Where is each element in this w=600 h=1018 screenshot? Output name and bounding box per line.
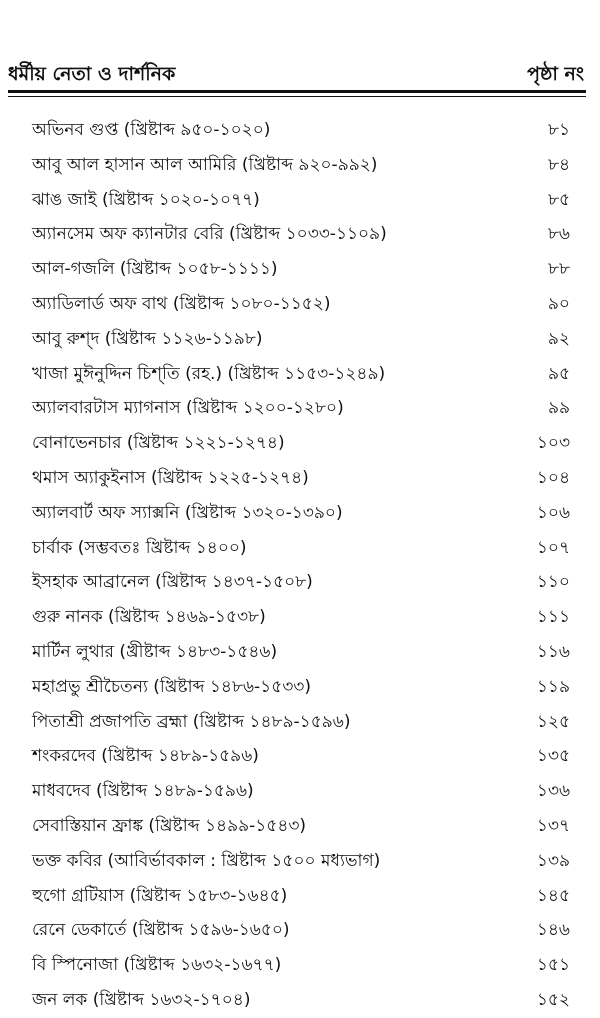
entry-title: খাজা মুঈনুদ্দিন চিশ্‌তি (রহ.) (খ্রিষ্টাব্দ ১১৫৩-১২৪৯) [32, 363, 386, 384]
toc-entry [0, 148, 600, 183]
toc-entry [0, 113, 600, 148]
entry-title: মহাপ্রভু শ্রীচৈতন্য (খ্রিষ্টাব্দ ১৪৮৬-১৫৩৩) [32, 676, 311, 697]
toc-entry [0, 287, 600, 322]
toc-entry [0, 705, 600, 740]
entry-title: আল-গজলি (খ্রিষ্টাব্দ ১০৫৮-১১১১) [32, 259, 278, 280]
toc-entry [0, 635, 600, 670]
entry-title: রেনে ডেকার্তে (খ্রিষ্টাব্দ ১৫৯৬-১৬৫০) [32, 920, 290, 941]
entry-title: আবু আল হাসান আল আমিরি (খ্রিষ্টাব্দ ৯২০-৯৯২) [32, 154, 378, 175]
entry-title: জন লক (খ্রিষ্টাব্দ ১৬৩২-১৭০৪) [32, 989, 251, 1010]
toc-entry [0, 739, 600, 774]
section-header [8, 60, 584, 90]
entry-page-number: ১১১ [536, 607, 570, 628]
entry-page-number: ৯০ [547, 293, 570, 314]
entry-page-number: ৯২ [547, 328, 570, 349]
toc-entry [0, 496, 600, 531]
entry-title: গুরু নানক (খ্রিষ্টাব্দ ১৪৬৯-১৫৩৮) [32, 607, 266, 628]
section-title: ধর্মীয় নেতা ও দার্শনিক [8, 63, 176, 85]
toc-entry [0, 774, 600, 809]
toc-entry [0, 809, 600, 844]
header-rule-thin [8, 96, 586, 97]
entry-title: চার্বাক (সম্ভবতঃ খ্রিষ্টাব্দ ১৪০০) [32, 537, 247, 558]
entry-title: ইসহাক আব্রানেল (খ্রিষ্টাব্দ ১৪৩৭-১৫০৮) [32, 572, 313, 593]
entry-page-number: ১৫২ [536, 989, 570, 1010]
entry-page-number: ১১০ [536, 572, 570, 593]
entry-title: ভক্ত কবির (আবির্ভাবকাল : খ্রিষ্টাব্দ ১৫০০ মধ্যভাগ) [32, 850, 381, 871]
entry-title: অ্যাডিলার্ড অফ বাথ (খ্রিষ্টাব্দ ১০৮০-১১৫২) [32, 293, 331, 314]
toc-entry [0, 983, 600, 1018]
entry-page-number: ১১৯ [536, 676, 570, 697]
entry-page-number: ৮১ [547, 120, 570, 140]
entry-page-number: ১০৩ [536, 433, 570, 454]
entry-page-number: ১০৪ [536, 467, 570, 488]
toc-entry [0, 183, 600, 218]
entry-title: সেবাস্তিয়ান ফ্রাঙ্ক (খ্রিষ্টাব্দ ১৪৯৯-১৫৪৩) [32, 815, 307, 836]
entry-title: পিতাশ্রী প্রজাপতি ব্রহ্মা (খ্রিষ্টাব্দ ১৪৮৯-১৫৯৬) [32, 711, 351, 732]
toc-entry [0, 252, 600, 287]
entry-title: মাধবদেব (খ্রিষ্টাব্দ ১৪৮৯-১৫৯৬) [32, 781, 254, 802]
entry-title: অ্যালবারটাস ম্যাগনাস (খ্রিষ্টাব্দ ১২০০-১২৮০) [32, 398, 344, 419]
entry-page-number: ৮৮ [547, 259, 570, 280]
entry-title: শংকরদেব (খ্রিষ্টাব্দ ১৪৮৯-১৫৯৬) [32, 746, 259, 767]
toc-entry [0, 565, 600, 600]
entry-page-number: ১৩৬ [536, 781, 570, 802]
entry-page-number: ১১৬ [536, 641, 570, 662]
contents-list [0, 113, 600, 1018]
toc-entry [0, 948, 600, 983]
page-number-heading: পৃষ্ঠা নং [527, 63, 584, 85]
entry-title: আবু রুশ্‌দ (খ্রিষ্টাব্দ ১১২৬-১১৯৮) [32, 328, 263, 349]
entry-page-number: ৮৪ [547, 154, 570, 175]
entry-title: অ্যালবার্ট অফ স্যাক্সনি (খ্রিষ্টাব্দ ১৩২০-১৩৯০) [32, 502, 343, 523]
entry-page-number: ১২৫ [536, 711, 570, 732]
toc-entry [0, 844, 600, 879]
entry-page-number: ৯৯ [547, 398, 570, 419]
entry-title: থমাস অ্যাকুইনাস (খ্রিষ্টাব্দ ১২২৫-১২৭৪) [32, 467, 309, 488]
toc-entry [0, 322, 600, 357]
toc-entry [0, 879, 600, 914]
toc-entry [0, 670, 600, 705]
entry-page-number: ১৪৬ [536, 920, 570, 941]
entry-page-number: ১০৭ [536, 537, 570, 558]
toc-entry [0, 426, 600, 461]
entry-page-number: ১০৬ [536, 502, 570, 523]
toc-entry [0, 217, 600, 252]
toc-entry [0, 531, 600, 566]
toc-entry [0, 357, 600, 392]
entry-title: অভিনব গুপ্ত (খ্রিষ্টাব্দ ৯৫০-১০২০) [32, 120, 271, 140]
entry-page-number: ৯৫ [547, 363, 570, 384]
entry-page-number: ১৪৫ [536, 885, 570, 906]
entry-title: বি স্পিনোজা (খ্রিষ্টাব্দ ১৬৩২-১৬৭৭) [32, 955, 282, 976]
entry-page-number: ১৫১ [536, 955, 570, 976]
entry-title: মার্টিন লুথার (খ্রীষ্টাব্দ ১৪৮৩-১৫৪৬) [32, 641, 278, 662]
entry-title: ঝাঙ জাই (খ্রিষ্টাব্দ ১০২০-১০৭৭) [32, 189, 260, 210]
entry-page-number: ৮৫ [547, 189, 570, 210]
toc-entry [0, 913, 600, 948]
toc-entry [0, 600, 600, 635]
entry-page-number: ৮৬ [547, 224, 570, 245]
entry-page-number: ১৩৫ [536, 746, 570, 767]
header-rule-thick [8, 90, 586, 93]
toc-entry [0, 461, 600, 496]
entry-title: হুগো গ্রটিয়াস (খ্রিষ্টাব্দ ১৫৮৩-১৬৪৫) [32, 885, 288, 906]
entry-page-number: ১৩৯ [536, 850, 570, 871]
entry-title: অ্যানসেম অফ ক্যানটার বেরি (খ্রিষ্টাব্দ ১০৩৩-১১০৯) [32, 224, 387, 245]
entry-page-number: ১৩৭ [536, 815, 570, 836]
entry-title: বোনাভেনচার (খ্রিষ্টাব্দ ১২২১-১২৭৪) [32, 433, 285, 454]
toc-entry [0, 391, 600, 426]
